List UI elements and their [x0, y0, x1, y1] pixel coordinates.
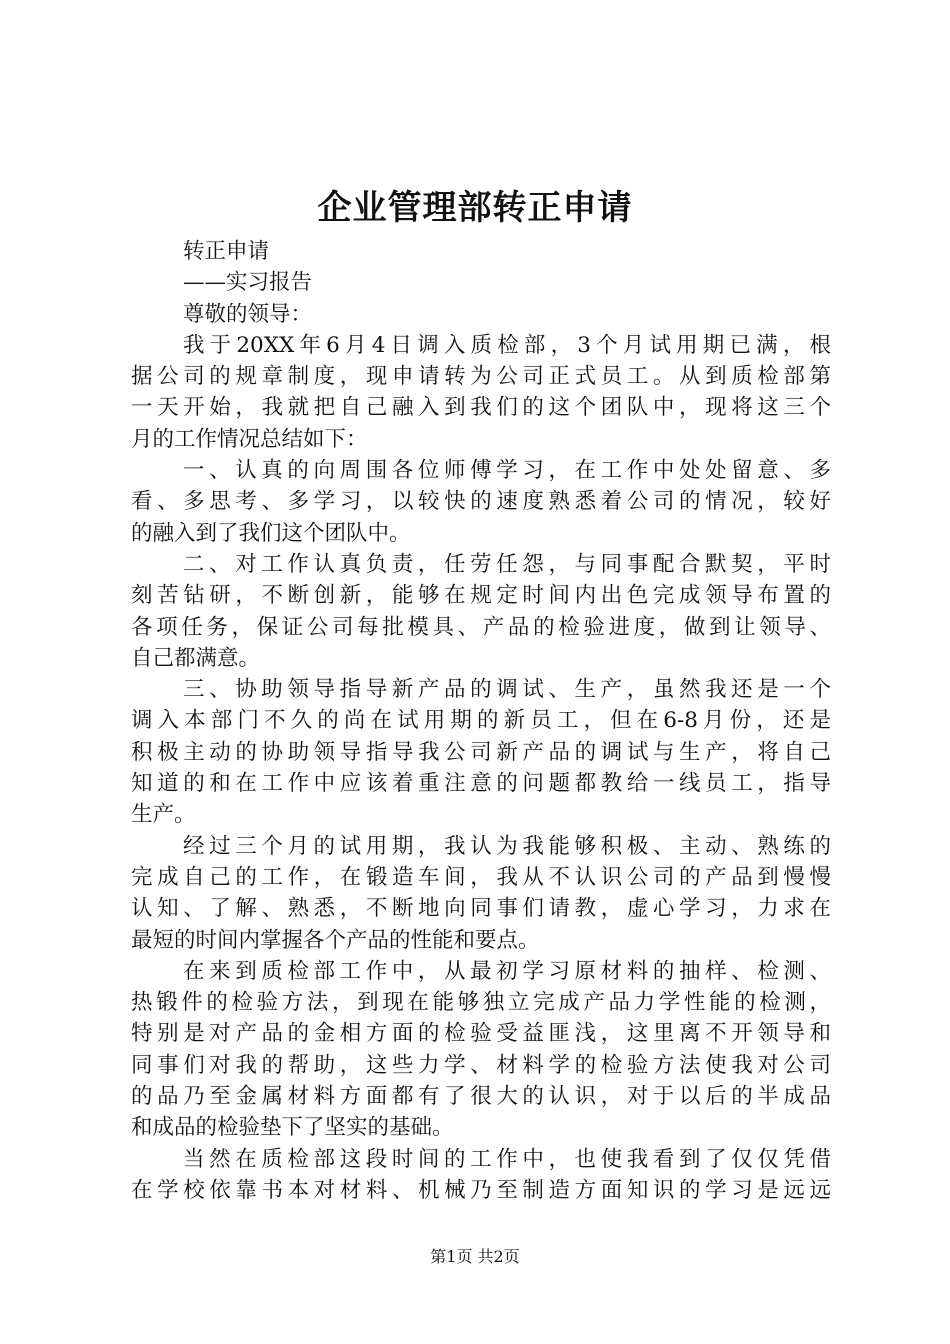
body-line: 尊敬的领导： [183, 301, 313, 327]
body-line: 知道的和在工作中应该着重注意的问题都教给一线员工，指导 [131, 771, 831, 797]
body-line: 据公司的规章制度，现申请转为公司正式员工。从到质检部第 [131, 364, 831, 390]
body-line: 经过三个月的试用期，我认为我能够积极、主动、熟练的 [183, 833, 831, 859]
body-line: 一天开始，我就把自己融入到我们的这个团队中，现将这三个 [131, 395, 831, 421]
body-line: 积极主动的协助领导指导我公司新产品的调试与生产，将自己 [131, 739, 831, 765]
document-body [131, 236, 831, 1206]
body-line: 在学校依靠书本对材料、机械乃至制造方面知识的学习是远远 [131, 1177, 831, 1203]
body-line: 生产。 [131, 802, 196, 828]
body-line: 调入本部门不久的尚在试用期的新员工，但在6-8月份，还是 [131, 708, 831, 734]
body-line: 热锻件的检验方法，到现在能够独立完成产品力学性能的检测， [131, 990, 831, 1016]
body-line: 认知、了解、熟悉，不断地向同事们请教，虚心学习，力求在 [131, 896, 831, 922]
body-line: 特别是对产品的金相方面的检验受益匪浅，这里离不开领导和 [131, 1021, 831, 1047]
body-line: 和成品的检验垫下了坚实的基础。 [131, 1115, 454, 1141]
body-line: 自己都满意。 [131, 645, 261, 671]
body-line: 的融入到了我们这个团队中。 [131, 520, 411, 546]
body-line: 一、认真的向周围各位师傅学习，在工作中处处留意、多 [183, 458, 831, 484]
body-line: 在来到质检部工作中，从最初学习原材料的抽样、检测、 [183, 958, 831, 984]
page-footer: 第1页 共2页 [430, 1247, 520, 1266]
body-line: 转正申请 [183, 239, 270, 264]
body-line: 二、对工作认真负责，任劳任怨，与同事配合默契，平时 [183, 551, 831, 577]
body-line: 刻苦钻研，不断创新，能够在规定时间内出色完成领导布置的 [131, 583, 831, 609]
body-line: 月的工作情况总结如下： [131, 426, 368, 452]
body-line: 看、多思考、多学习，以较快的速度熟悉着公司的情况，较好 [131, 489, 831, 515]
body-line: 的品乃至金属材料方面都有了很大的认识，对于以后的半成品 [131, 1084, 831, 1110]
body-line: 我于20XX年6月4日调入质检部，3个月试用期已满，根 [183, 332, 831, 358]
body-line: 各项任务，保证公司每批模具、产品的检验进度，做到让领导、 [131, 614, 831, 640]
body-line: ——实习报告 [183, 270, 313, 296]
body-line: 完成自己的工作，在锻造车间，我从不认识公司的产品到慢慢 [131, 864, 831, 890]
document-title: 企业管理部转正申请 [317, 188, 633, 228]
body-line: 最短的时间内掌握各个产品的性能和要点。 [131, 927, 540, 953]
body-line: 三、协助领导指导新产品的调试、生产，虽然我还是一个 [183, 677, 831, 703]
body-line: 当然在质检部这段时间的工作中，也使我看到了仅仅凭借 [183, 1146, 831, 1172]
body-line: 同事们对我的帮助，这些力学、材料学的检验方法使我对公司 [131, 1052, 831, 1078]
